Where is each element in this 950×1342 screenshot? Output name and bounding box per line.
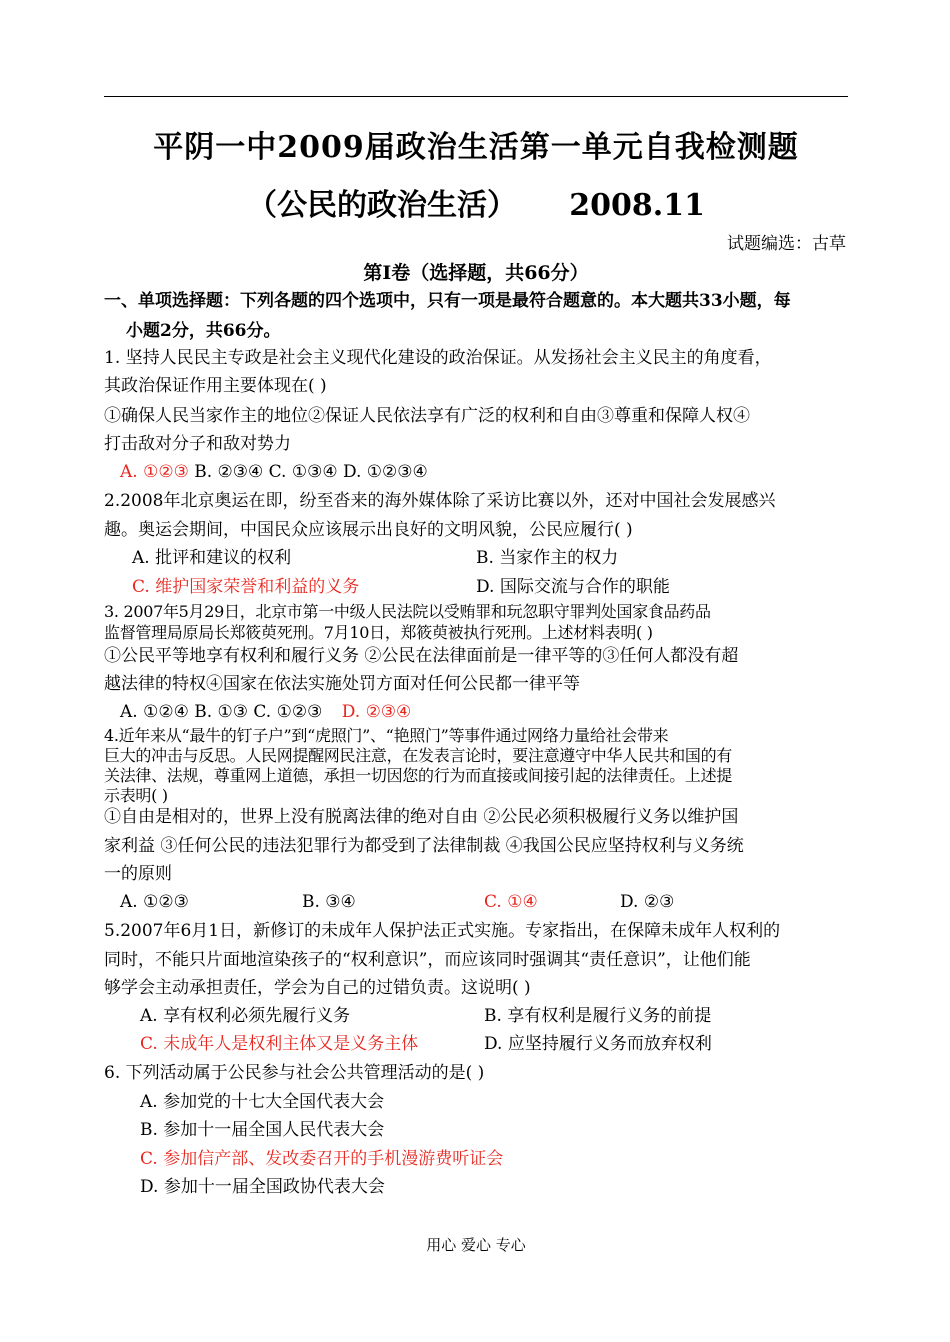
q6-stem: 6. 下列活动属于公民参与社会公共管理活动的是( ) — [104, 1063, 485, 1083]
q3-stem: 监督管理局原局长郑筱萸死刑。7月10日，郑筱萸被执行死刑。上述材料表明( ) — [104, 623, 653, 642]
q5-stem: 5.2007年6月1日，新修订的未成年人保护法正式实施。专家指出，在保障未成年人权利的 — [104, 921, 781, 941]
q4-answer-c: C. ①④ — [484, 892, 538, 912]
q1-items: ①确保人民当家作主的地位②保证人民依法享有广泛的权利和自由③尊重和保障人权④ — [104, 406, 750, 426]
q4-stem: 关法律、法规，尊重网上道德，承担一切因您的行为而直接或间接引起的法律责任。上述提 — [104, 766, 733, 785]
instruction-line: 一、单项选择题：下列各题的四个选项中，只有一项是最符合题意的。本大题共33小题，每 — [104, 291, 791, 311]
editor-credit: 试题编选：古草 — [727, 234, 846, 254]
q4-items: 家利益 ③任何公民的违法犯罪行为都受到了法律制裁 ④我国公民应坚持权利与义务统 — [104, 836, 744, 856]
q1-answer-a: A. ①②③ — [120, 462, 189, 482]
q4-stem: 4.近年来从“最牛的钉子户”到“虎照门”、“艳照门”等事件通过网络力量给社会带来 — [104, 726, 669, 745]
q4-option-b: B. ③④ — [302, 892, 356, 912]
q3-options — [120, 701, 864, 723]
q3-options-abc: A. ①②④ B. ①③ C. ①②③ — [120, 702, 323, 722]
q6-option-d: D. 参加十一届全国政协代表大会 — [140, 1177, 385, 1197]
q5-stem: 同时，不能只片面地渲染孩子的“权利意识”，而应该同时强调其“责任意识”，让他们能 — [104, 950, 751, 970]
page-subtitle: （公民的政治生活） 2008.11 — [247, 188, 705, 223]
q5-stem: 够学会主动承担责任，学会为自己的过错负责。这说明( ) — [104, 978, 531, 998]
q2-stem: 趣。奥运会期间，中国民众应该展示出良好的文明风貌，公民应履行( ) — [104, 520, 633, 540]
q1-options-bcd: B. ②③④ C. ①③④ D. ①②③④ — [194, 462, 428, 482]
q6-option-b: B. 参加十一届全国人民代表大会 — [140, 1120, 385, 1140]
header-rule — [104, 96, 848, 97]
q4-stem: 示表明( ) — [104, 786, 168, 805]
q4-option-d: D. ②③ — [620, 892, 675, 912]
q5-option-a: A. 享有权利必须先履行义务 — [140, 1006, 351, 1026]
instruction-line: 小题2分，共66分。 — [126, 321, 281, 341]
q5-option-d: D. 应坚持履行义务而放弃权利 — [484, 1034, 712, 1054]
q6-option-a: A. 参加党的十七大全国代表大会 — [140, 1092, 385, 1112]
q4-items: 一的原则 — [104, 864, 172, 884]
q4-items: ①自由是相对的，世界上没有脱离法律的绝对自由 ②公民必须积极履行义务以维护国 — [104, 807, 739, 827]
q3-items: ①公民平等地享有权利和履行义务 ②公民在法律面前是一律平等的③任何人都没有超 — [104, 646, 739, 666]
q5-answer-c: C. 未成年人是权利主体又是义务主体 — [140, 1034, 419, 1054]
page-title: 平阴一中2009届政治生活第一单元自我检测题 — [153, 130, 799, 165]
q2-option-d: D. 国际交流与合作的职能 — [476, 577, 670, 597]
q3-stem: 3. 2007年5月29日，北京市第一中级人民法院以受贿罪和玩忽职守罪判处国家食品药品 — [104, 602, 711, 621]
q1-stem: 其政治保证作用主要体现在( ) — [104, 376, 327, 396]
q3-items: 越法律的特权④国家在依法实施处罚方面对任何公民都一律平等 — [104, 674, 580, 694]
q4-stem: 巨大的冲击与反思。人民网提醒网民注意，在发表言论时，要注意遵守中华人民共和国的有 — [104, 746, 733, 765]
q4-option-a: A. ①②③ — [120, 892, 189, 912]
q3-answer-d: D. ②③④ — [341, 702, 412, 722]
q2-option-a: A. 批评和建议的权利 — [132, 548, 292, 568]
q2-option-b: B. 当家作主的权力 — [476, 548, 619, 568]
q2-answer-c: C. 维护国家荣誉和利益的义务 — [132, 577, 360, 597]
q1-stem: 1. 坚持人民民主专政是社会主义现代化建设的政治保证。从发扬社会主义民主的角度看， — [104, 348, 772, 368]
q1-items: 打击敌对分子和敌对势力 — [104, 434, 291, 454]
page-footer: 用心 爱心 专心 — [426, 1236, 526, 1254]
q2-stem: 2.2008年北京奥运在即，纷至沓来的海外媒体除了采访比赛以外，还对中国社会发展感兴 — [104, 491, 776, 511]
section-title: 第Ⅰ卷（选择题，共66分） — [363, 262, 589, 284]
q1-options — [120, 461, 864, 483]
q6-answer-c: C. 参加信产部、发改委召开的手机漫游费听证会 — [140, 1149, 504, 1169]
q5-option-b: B. 享有权利是履行义务的前提 — [484, 1006, 712, 1026]
